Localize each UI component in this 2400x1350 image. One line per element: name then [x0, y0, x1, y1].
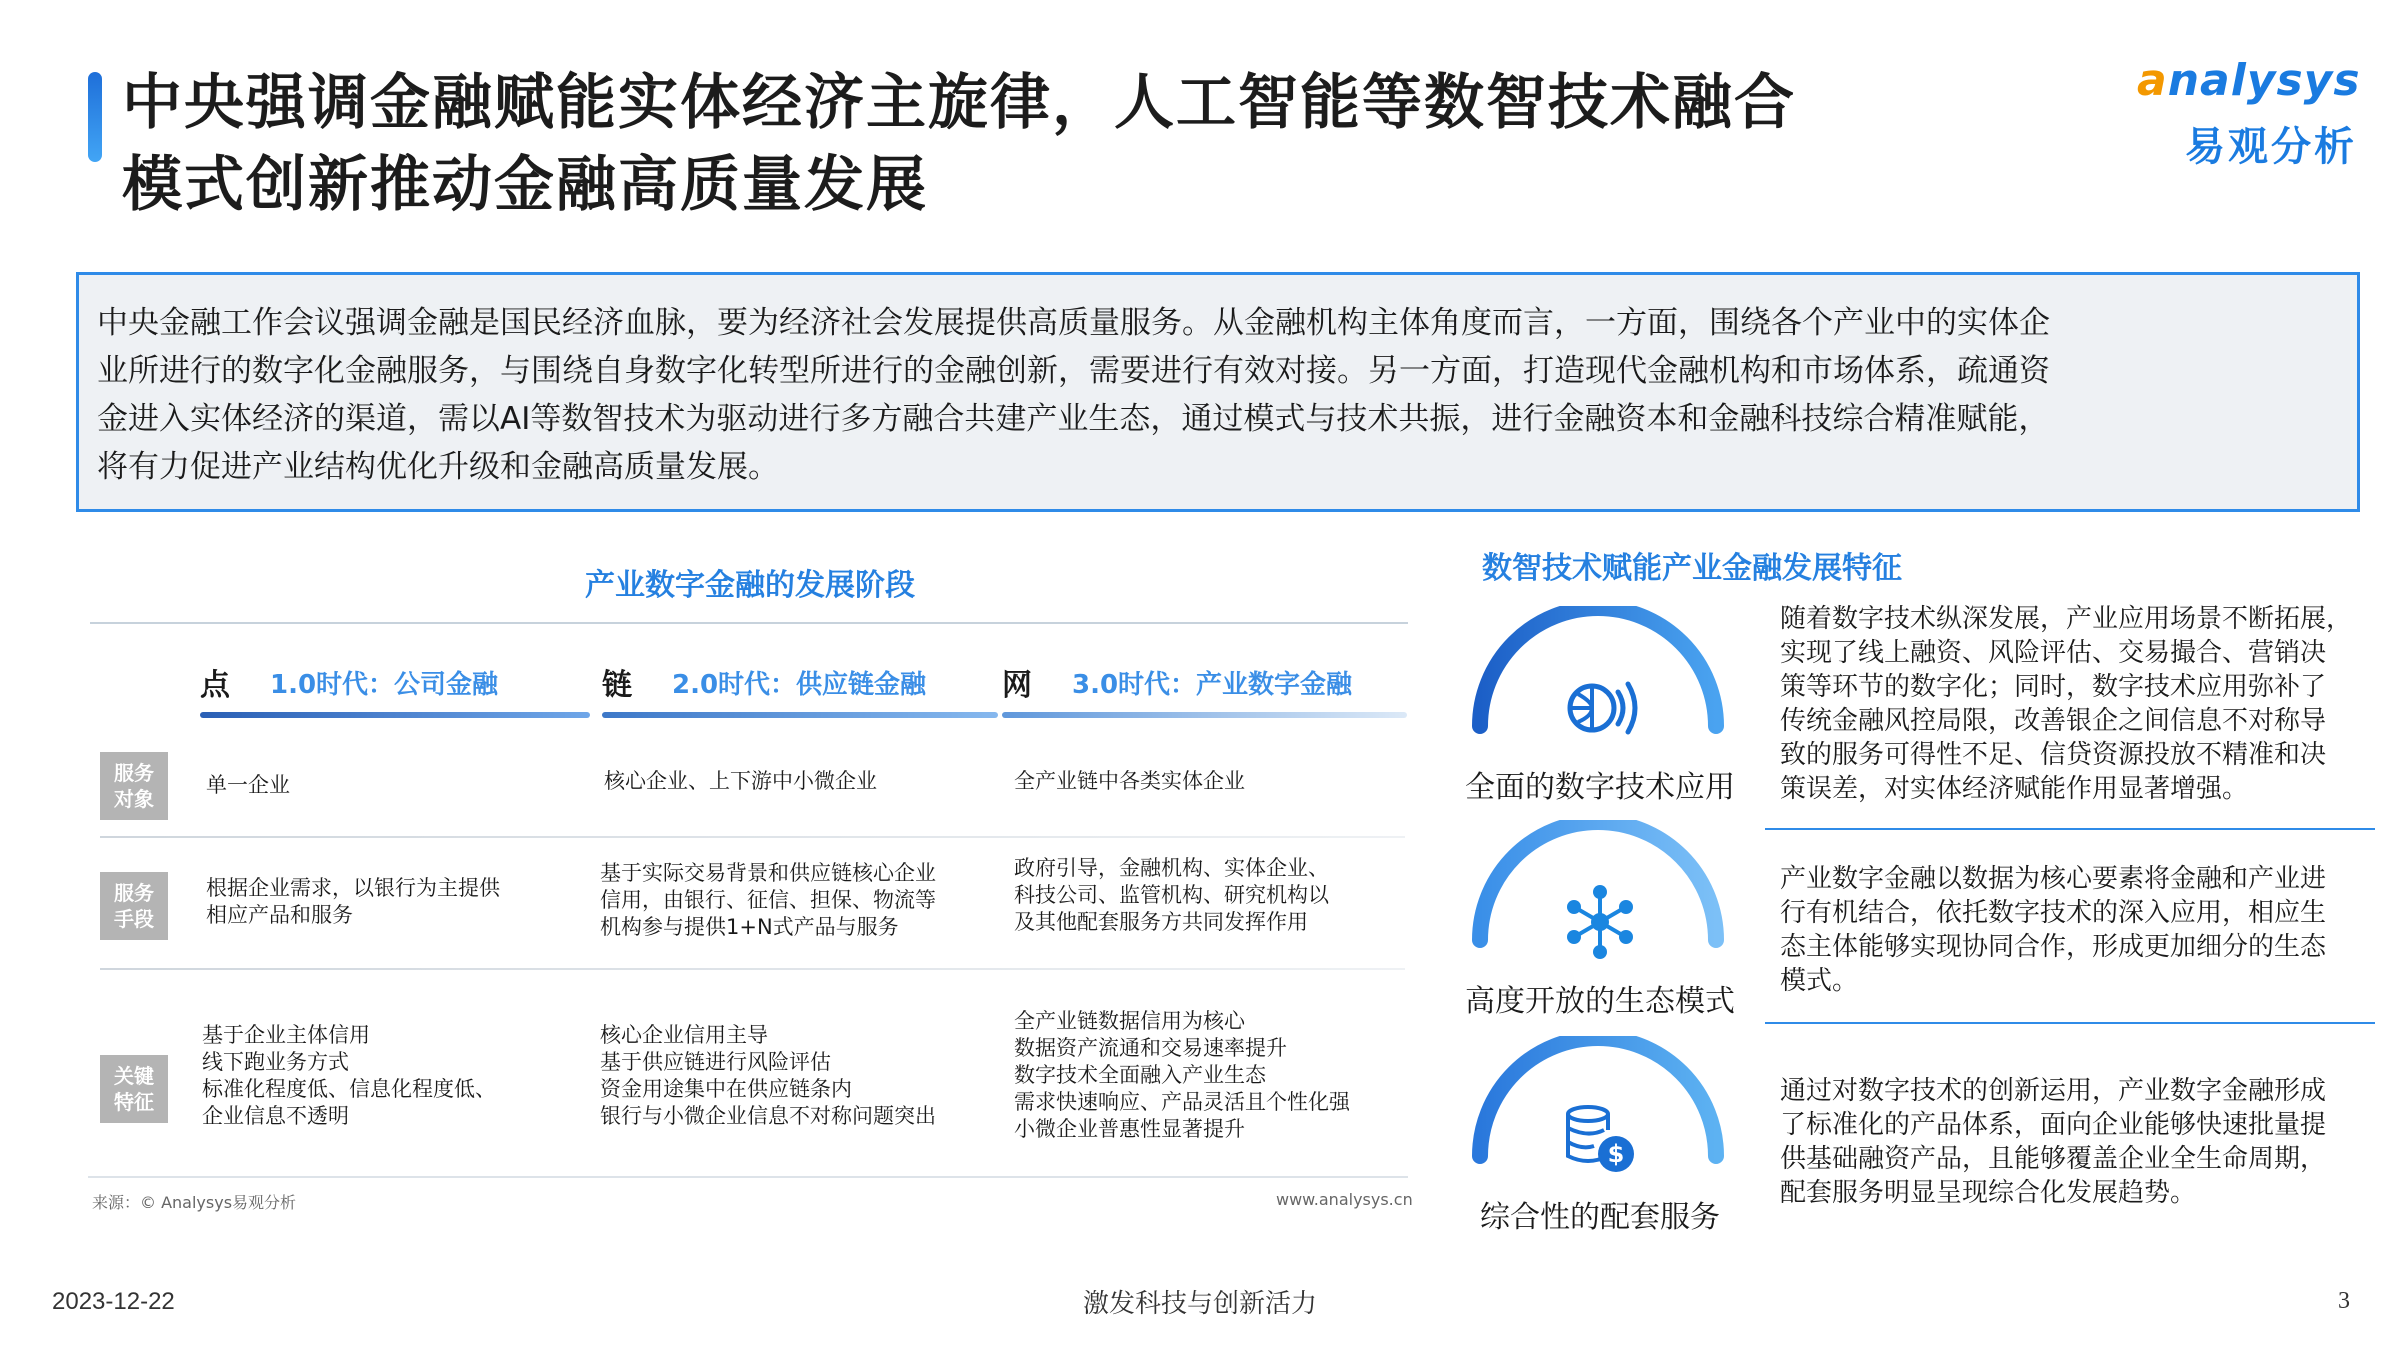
stage-cell-line: 全产业链中各类实体企业 — [1014, 769, 1245, 793]
feature-description-line: 配套服务明显呈现综合化发展趋势。 — [1780, 1178, 2197, 1208]
stage-cell — [206, 772, 290, 799]
page-title-line-2: 模式创新推动金融高质量发展 — [122, 150, 928, 220]
row-tag-key-features — [100, 1055, 168, 1123]
stage-cell — [600, 860, 936, 941]
era-underline — [200, 712, 590, 718]
feature-description-line: 传统金融风控局限，改善银企之间信息不对称导 — [1780, 706, 2327, 736]
summary-line: 业所进行的数字化金融服务，与围绕自身数字化转型所进行的金融创新，需要进行有效对接。另一方面，打造现代金融机构和市场体系，疏通资 — [97, 353, 2050, 389]
row-tag-service-means — [100, 872, 168, 940]
digital-tech-icon — [1558, 666, 1642, 750]
stage-cell-line: 线下跑业务方式 — [202, 1050, 349, 1074]
feature-label: 全面的数字技术应用 — [1465, 770, 1735, 805]
footer-date: 2023-12-22 — [52, 1288, 175, 1315]
row-tag-text: 关键 — [114, 1064, 154, 1088]
page-number: 3 — [2338, 1288, 2350, 1314]
title-accent-bar — [88, 72, 102, 162]
stage-cell-line: 企业信息不透明 — [202, 1104, 349, 1128]
feature-description-line: 通过对数字技术的创新运用，产业数字金融形成 — [1780, 1076, 2327, 1106]
stage-cell-line: 需求快速响应、产品灵活且个性化强 — [1014, 1090, 1350, 1114]
stages-title-rule — [90, 622, 1408, 624]
stage-cell-line: 基于企业主体信用 — [202, 1023, 370, 1047]
stage-cell-line: 机构参与提供1+N式产品与服务 — [600, 915, 899, 939]
stage-cell-line: 小微企业普惠性显著提升 — [1014, 1117, 1245, 1141]
feature-description — [1780, 862, 2380, 998]
stage-cell — [202, 1022, 496, 1130]
row-tag-text: 服务 — [114, 761, 154, 785]
stage-cell-line: 及其他配套服务方共同发挥作用 — [1014, 910, 1308, 934]
feature-description-line: 行有机结合，依托数字技术的深入应用，相应生 — [1780, 898, 2327, 928]
feature-description-line: 了标准化的产品体系，面向企业能够快速批量提 — [1780, 1110, 2327, 1140]
stage-cell-line: 核心企业信用主导 — [600, 1023, 768, 1047]
stage-cell-line: 单一企业 — [206, 773, 290, 797]
stage-cell-line: 基于供应链进行风险评估 — [600, 1050, 831, 1074]
source-note: 来源：© Analysys易观分析 — [92, 1193, 297, 1212]
era-2 — [602, 660, 998, 720]
row-tag-text: 手段 — [114, 907, 154, 931]
logo-wordmark-initial: a — [2137, 55, 2168, 106]
feature-description-line: 致的服务可得性不足、信贷资源投放不精准和决 — [1780, 740, 2327, 770]
analysys-logo — [2125, 55, 2375, 175]
page-title — [122, 62, 2102, 226]
stage-cell-line: 数字技术全面融入产业生态 — [1014, 1063, 1266, 1087]
row-tag-service-target — [100, 752, 168, 820]
feature-description-line: 供基础融资产品，且能够覆盖企业全生命周期， — [1780, 1144, 2327, 1174]
era-glyph: 链 — [602, 668, 632, 703]
stage-cell-line: 信用，由银行、征信、担保、物流等 — [600, 888, 936, 912]
stage-cell-line: 政府引导，金融机构、实体企业、 — [1014, 856, 1329, 880]
feature-description-line: 态主体能够实现协同合作，形成更加细分的生态 — [1780, 932, 2327, 962]
era-glyph: 网 — [1002, 668, 1032, 703]
feature-description-line: 随着数字技术纵深发展，产业应用场景不断拓展， — [1780, 604, 2353, 634]
feature-description — [1780, 1074, 2380, 1210]
feature-description-line: 策误差，对实体经济赋能作用显著增强。 — [1780, 774, 2249, 804]
feature-separator — [1765, 828, 2375, 830]
feature-description-line: 实现了线上融资、风险评估、交易撮合、营销决 — [1780, 638, 2327, 668]
stage-cell — [604, 768, 877, 795]
page-title-line-1: 中央强调金融赋能实体经济主旋律，人工智能等数智技术融合 — [122, 68, 1796, 138]
coin-stack-icon — [1558, 1096, 1642, 1180]
summary-line: 金进入实体经济的渠道，需以AI等数智技术为驱动进行多方融合共建产业生态，通过模式与技术共振，进行金融资本和金融科技综合精准赋能， — [97, 401, 2050, 437]
era-underline — [1002, 712, 1407, 718]
stage-cell-line: 银行与小微企业信息不对称问题突出 — [600, 1104, 936, 1128]
row-separator — [100, 968, 1405, 970]
feature-description-line: 策等环节的数字化；同时，数字技术应用弥补了 — [1780, 672, 2327, 702]
feature-label: 综合性的配套服务 — [1480, 1200, 1720, 1235]
logo-wordmark-rest: nalysys — [2167, 55, 2361, 106]
stage-cell-line: 相应产品和服务 — [206, 903, 353, 927]
era-1 — [200, 660, 590, 720]
svg-text:$: $ — [1607, 1140, 1625, 1168]
feature-description-line: 模式。 — [1780, 966, 1859, 996]
era-label: 2.0时代：供应链金融 — [672, 670, 927, 700]
stage-cell-line: 标准化程度低、信息化程度低、 — [202, 1077, 496, 1101]
stage-cell — [1014, 1008, 1350, 1143]
summary-box — [76, 272, 2360, 512]
stage-cell-line: 核心企业、上下游中小微企业 — [604, 769, 877, 793]
stage-cell — [600, 1022, 936, 1130]
features-title-text: 数智技术赋能产业金融发展特征 — [1482, 551, 1902, 586]
feature-card-digital-tech — [1440, 606, 1760, 816]
era-glyph: 点 — [200, 668, 230, 703]
ecosystem-network-icon — [1558, 880, 1642, 964]
feature-separator — [1765, 1022, 2375, 1024]
source-website: www.analysys.cn — [1276, 1190, 1413, 1209]
footer-slogan: 激发科技与创新活力 — [1082, 1289, 1317, 1319]
feature-description-line: 产业数字金融以数据为核心要素将金融和产业进 — [1780, 864, 2327, 894]
stages-bottom-rule — [88, 1176, 1408, 1178]
stage-cell — [206, 875, 500, 929]
feature-description — [1780, 602, 2380, 806]
stage-cell-line: 资金用途集中在供应链条内 — [600, 1077, 852, 1101]
era-3 — [1002, 660, 1407, 720]
era-label: 1.0时代：公司金融 — [270, 670, 499, 700]
feature-label: 高度开放的生态模式 — [1465, 984, 1735, 1019]
row-tag-text: 服务 — [114, 881, 154, 905]
row-tag-text: 对象 — [114, 787, 154, 811]
summary-line: 将有力促进产业结构优化升级和金融高质量发展。 — [97, 449, 779, 485]
stages-title: 产业数字金融的发展阶段 — [585, 568, 915, 603]
era-underline — [602, 712, 998, 718]
row-separator — [100, 836, 1405, 838]
stage-cell-line: 全产业链数据信用为核心 — [1014, 1009, 1245, 1033]
feature-card-services — [1440, 1036, 1760, 1246]
stage-cell — [1014, 855, 1329, 936]
stage-cell-line: 科技公司、监管机构、研究机构以 — [1014, 883, 1329, 907]
stage-cell-line: 数据资产流通和交易速率提升 — [1014, 1036, 1287, 1060]
feature-card-ecosystem — [1440, 820, 1760, 1030]
stage-cell-line: 根据企业需求，以银行为主提供 — [206, 876, 500, 900]
era-label: 3.0时代：产业数字金融 — [1072, 670, 1353, 700]
stage-cell — [1014, 768, 1245, 795]
features-title — [1420, 543, 2400, 587]
summary-line: 中央金融工作会议强调金融是国民经济血脉，要为经济社会发展提供高质量服务。从金融机构主体角度而言，一方面，围绕各个产业中的实体企 — [97, 305, 2050, 341]
stage-cell-line: 基于实际交易背景和供应链核心企业 — [600, 861, 936, 885]
logo-wordmark — [2137, 55, 2361, 106]
row-tag-text: 特征 — [114, 1090, 154, 1114]
logo-chinese-name: 易观分析 — [2185, 124, 2357, 170]
